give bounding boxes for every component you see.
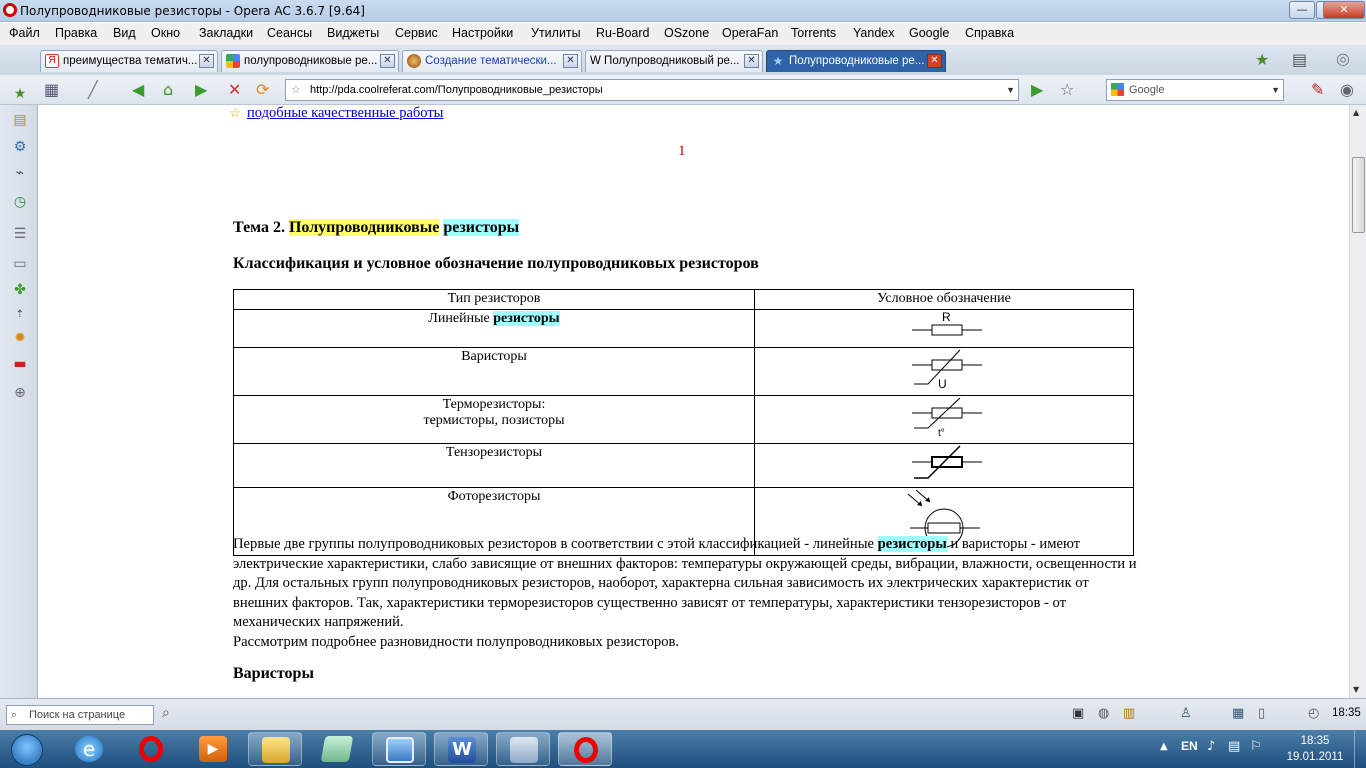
row-tensor: Тензорезисторы (234, 444, 755, 488)
menu-bookmarks[interactable]: Закладки (199, 26, 254, 40)
thermistor-symbol-icon (904, 396, 984, 438)
taskbar (0, 730, 1366, 768)
scroll-thumb[interactable] (1352, 157, 1365, 233)
search-engine-label: Google (1129, 84, 1165, 96)
tab-1-close-icon[interactable]: ✕ (199, 54, 214, 68)
tab-3[interactable] (402, 50, 582, 72)
info-icon[interactable]: ▣ (1072, 706, 1085, 721)
stop-button[interactable]: ✕ (228, 80, 242, 99)
home-icon[interactable]: ⌂ (163, 80, 174, 99)
symbol-label-r: R (942, 310, 951, 324)
tab-4[interactable] (585, 50, 763, 72)
pen-icon[interactable]: ╱ (88, 80, 98, 99)
tray-arrow-icon[interactable]: ▲ (1160, 741, 1168, 752)
ie-icon: e (75, 736, 103, 762)
find-icon: ⌕ (11, 709, 18, 721)
tab-3-close-icon[interactable]: ✕ (563, 54, 578, 68)
panel-toggle-icon[interactable]: ▦ (44, 80, 60, 99)
tab-5-close-icon[interactable]: ✕ (927, 54, 942, 68)
tensoresistor-symbol-icon (904, 444, 984, 482)
page-content (38, 105, 1349, 698)
page-number: 1 (678, 143, 686, 159)
theme-highlight-2: резисторы (443, 219, 520, 236)
flag-panel-icon[interactable]: ▬ (13, 356, 27, 372)
similar-works-link[interactable]: подобные качественные работы (247, 105, 444, 121)
side-panel (0, 86, 38, 698)
trash-icon[interactable]: ▤ (1292, 50, 1308, 69)
notes-icon (321, 736, 354, 762)
para-text-3: Рассмотрим подробнее разновидности полупроводниковых резисторов. (233, 633, 680, 650)
symbol-thermistor (755, 396, 1134, 444)
clover-panel-icon[interactable]: ✤ (14, 282, 26, 298)
yandex-icon: Я (45, 54, 59, 68)
menu-settings[interactable]: Настройки (452, 26, 514, 40)
menu-ruboard[interactable]: Ru-Board (596, 26, 650, 40)
url-dropdown-icon[interactable]: ▼ (1006, 85, 1015, 95)
gear-panel-icon[interactable]: ✹ (14, 330, 26, 346)
arrow-panel-icon[interactable]: ⇡ (15, 309, 25, 320)
page-icon: ☆ (291, 84, 301, 96)
show-desktop-button[interactable] (1354, 730, 1366, 768)
tab-2-label: полупроводниковые ре... (244, 55, 378, 67)
star-icon: ★ (772, 54, 784, 68)
reload-icon[interactable]: ⟳ (256, 80, 270, 99)
taskbar-clock[interactable] (1280, 733, 1350, 765)
tab-1[interactable] (40, 50, 218, 72)
menu-google[interactable]: Google (909, 26, 950, 40)
row-thermistor-label: Терморезисторы: (442, 397, 546, 412)
menu-help[interactable]: Справка (965, 26, 1015, 40)
theme-highlight-1: Полупроводниковые (288, 219, 440, 236)
start-button[interactable] (4, 732, 50, 766)
close-button[interactable]: ✕ (1323, 1, 1365, 19)
bookmarks-panel-icon[interactable]: ★ (13, 86, 27, 102)
links-panel-icon[interactable]: ☰ (13, 226, 27, 242)
tab-4-label: W Полупроводниковый ре... (590, 55, 740, 67)
tab-5-label: Полупроводниковые ре... (789, 55, 925, 67)
taskbar-network[interactable] (496, 732, 550, 766)
status-time: 18:35 (1332, 707, 1361, 719)
table-row (234, 348, 1134, 396)
history-panel-icon[interactable]: ◷ (13, 194, 27, 210)
taskbar-opera[interactable] (124, 732, 178, 766)
menu-window[interactable]: Окно (151, 26, 181, 40)
navigation-bar (0, 75, 1366, 105)
taskbar-notes[interactable] (310, 732, 364, 766)
search-icon[interactable]: ⌕ (162, 705, 170, 721)
header-symbol: Условное обозначение (755, 290, 1134, 310)
network-icon (510, 737, 538, 763)
symbol-tensor (755, 444, 1134, 488)
para-text-1: Первые две группы полупроводниковых резисторов в соответствии с этой классификацией - линейные (233, 536, 878, 552)
tab-3-label: Создание тематически... (425, 55, 557, 67)
volume-icon[interactable]: ♪ (1207, 739, 1216, 754)
tray-lang[interactable]: EN (1181, 739, 1198, 753)
menu-file[interactable]: Файл (9, 26, 40, 40)
title-bar (0, 0, 1366, 22)
row-thermistor (234, 396, 755, 444)
back-button[interactable]: ◀ (132, 80, 145, 99)
menu-operafan[interactable]: OperaFan (722, 26, 779, 40)
pin-icon[interactable]: ✎ (1311, 80, 1325, 99)
row-varistor: Варисторы (234, 348, 755, 396)
menu-yandex[interactable]: Yandex (853, 26, 895, 40)
symbol-varistor (755, 348, 1134, 396)
opera-icon (574, 737, 598, 763)
header-type: Тип резисторов (234, 290, 755, 310)
menu-edit[interactable]: Правка (55, 26, 98, 40)
menu-bar (0, 23, 1366, 45)
status-bar (0, 698, 1366, 730)
network-icon[interactable]: ◍ (1098, 706, 1110, 721)
taskbar-media[interactable] (186, 732, 240, 766)
address-bar[interactable] (285, 79, 1019, 101)
theme-heading (233, 219, 519, 237)
image-icon (386, 737, 414, 763)
menu-utilities[interactable]: Утилиты (531, 26, 581, 40)
taskbar-word[interactable] (434, 732, 488, 766)
menu-widgets[interactable]: Виджеты (327, 26, 380, 40)
google-icon (1111, 83, 1124, 96)
add-panel-icon[interactable]: ⊕ (14, 385, 26, 401)
taskbar-ie[interactable] (62, 732, 116, 766)
description-paragraph (233, 535, 1138, 653)
classification-heading: Классификация и условное обозначение полупроводниковых резисторов (233, 255, 759, 272)
minimize-button[interactable]: — (1289, 1, 1315, 19)
user-icon[interactable]: ♙ (1180, 706, 1192, 721)
tray-network-icon[interactable]: ▤ (1228, 739, 1241, 754)
find-in-page-input[interactable] (6, 705, 154, 725)
resistor-symbol-icon (904, 310, 984, 342)
menu-tools[interactable]: Сервис (395, 26, 438, 40)
varistor-symbol-icon (904, 348, 984, 390)
theme-prefix: Тема 2. (233, 219, 285, 236)
widgets-panel-icon[interactable]: ⚙ (13, 139, 27, 155)
star-icon: ☆ (229, 105, 241, 120)
row-linear (234, 310, 755, 348)
windows-logo-icon (11, 734, 43, 766)
row-linear-highlight: резисторы (493, 311, 560, 326)
vertical-scrollbar[interactable] (1349, 105, 1366, 698)
table-header-row (234, 290, 1134, 310)
symbol-label-t: t° (938, 428, 945, 438)
window-title: Полупроводниковые резисторы - Opera AC 3.6.7 [9.64] (20, 4, 365, 18)
notes-icon[interactable]: ▥ (1123, 706, 1136, 721)
transfers-panel-icon[interactable]: ⌁ (15, 165, 25, 181)
google-icon (226, 54, 240, 68)
symbol-label-u: U (938, 377, 947, 390)
scroll-up-icon[interactable]: ▲ (1353, 108, 1360, 117)
tab-1-label: преимущества тематич... (63, 55, 198, 67)
taskbar-explorer[interactable] (248, 732, 302, 766)
scroll-down-icon[interactable]: ▼ (1353, 685, 1360, 694)
site-icon (407, 54, 421, 68)
tray-action-icon[interactable]: ⚐ (1250, 739, 1262, 754)
url-text: http://pda.coolreferat.com/Полупроводниковые_резисторы (310, 84, 603, 96)
tab-bar (0, 45, 1366, 75)
menu-oszone[interactable]: OSzone (664, 26, 710, 40)
table-row (234, 310, 1134, 348)
forward-button[interactable]: ▶ (195, 80, 208, 99)
clock-icon[interactable]: ◴ (1308, 706, 1320, 721)
para-text-2: и варисторы - имеют электрические характеристики, слабо зависящие от внешних факторов: температуры окружающей среды, вибрации, влажности, освещенности и др. Для остальных групп полупроводниковых резисторов, наоборот, характерна сильная зависимость их электрических характеристик от внешних факторов. Так, характеристики терморезисторов существенно зависят от температуры, характеристики тензорезисторов - от механических напряжений. (233, 536, 1137, 631)
row-linear-label: Линейные (428, 311, 494, 326)
taskbar-image-viewer[interactable] (372, 732, 426, 766)
tab-2-close-icon[interactable]: ✕ (380, 54, 395, 68)
display-icon[interactable]: ▦ (1232, 706, 1245, 721)
clock-date: 19.01.2011 (1286, 751, 1344, 763)
para-highlight: резисторы (877, 536, 947, 552)
clipboard-icon[interactable]: ▯ (1258, 706, 1266, 721)
tab-menu-icon[interactable]: ◎ (1336, 49, 1350, 68)
tab-2[interactable] (221, 50, 399, 72)
table-row (234, 444, 1134, 488)
tab-5-active[interactable] (766, 50, 946, 72)
row-thermistor-sub: термисторы, позисторы (423, 413, 565, 428)
notes-panel-icon[interactable]: ▤ (13, 112, 27, 128)
opera-icon (3, 3, 17, 17)
find-placeholder: Поиск на странице (29, 709, 126, 721)
add-bookmark-icon[interactable]: ★ (1255, 50, 1270, 69)
tab-4-close-icon[interactable]: ✕ (744, 54, 759, 68)
menu-torrents[interactable]: Torrents (791, 26, 837, 40)
opera-icon (139, 736, 163, 762)
resistor-table (233, 289, 1134, 556)
folder-icon (262, 737, 290, 763)
varistors-heading: Варисторы (233, 665, 314, 682)
go-button[interactable]: ▶ (1031, 80, 1044, 99)
menu-sessions[interactable]: Сеансы (267, 26, 313, 40)
search-dropdown-icon[interactable]: ▼ (1271, 85, 1280, 95)
row-photoresistor: Фоторезисторы (234, 488, 755, 556)
taskbar-opera-active[interactable] (558, 732, 612, 766)
table-row (234, 396, 1134, 444)
menu-view[interactable]: Вид (113, 26, 136, 40)
clock-time: 18:35 (1300, 735, 1330, 747)
eye-icon[interactable]: ◉ (1340, 80, 1354, 99)
symbol-linear (755, 310, 1134, 348)
pages-panel-icon[interactable]: ▭ (13, 256, 27, 272)
search-engine-field[interactable] (1106, 79, 1284, 101)
bookmark-star-button[interactable]: ☆ (1060, 80, 1075, 99)
media-player-icon: ▶ (199, 736, 227, 762)
word-icon: W (448, 737, 476, 763)
